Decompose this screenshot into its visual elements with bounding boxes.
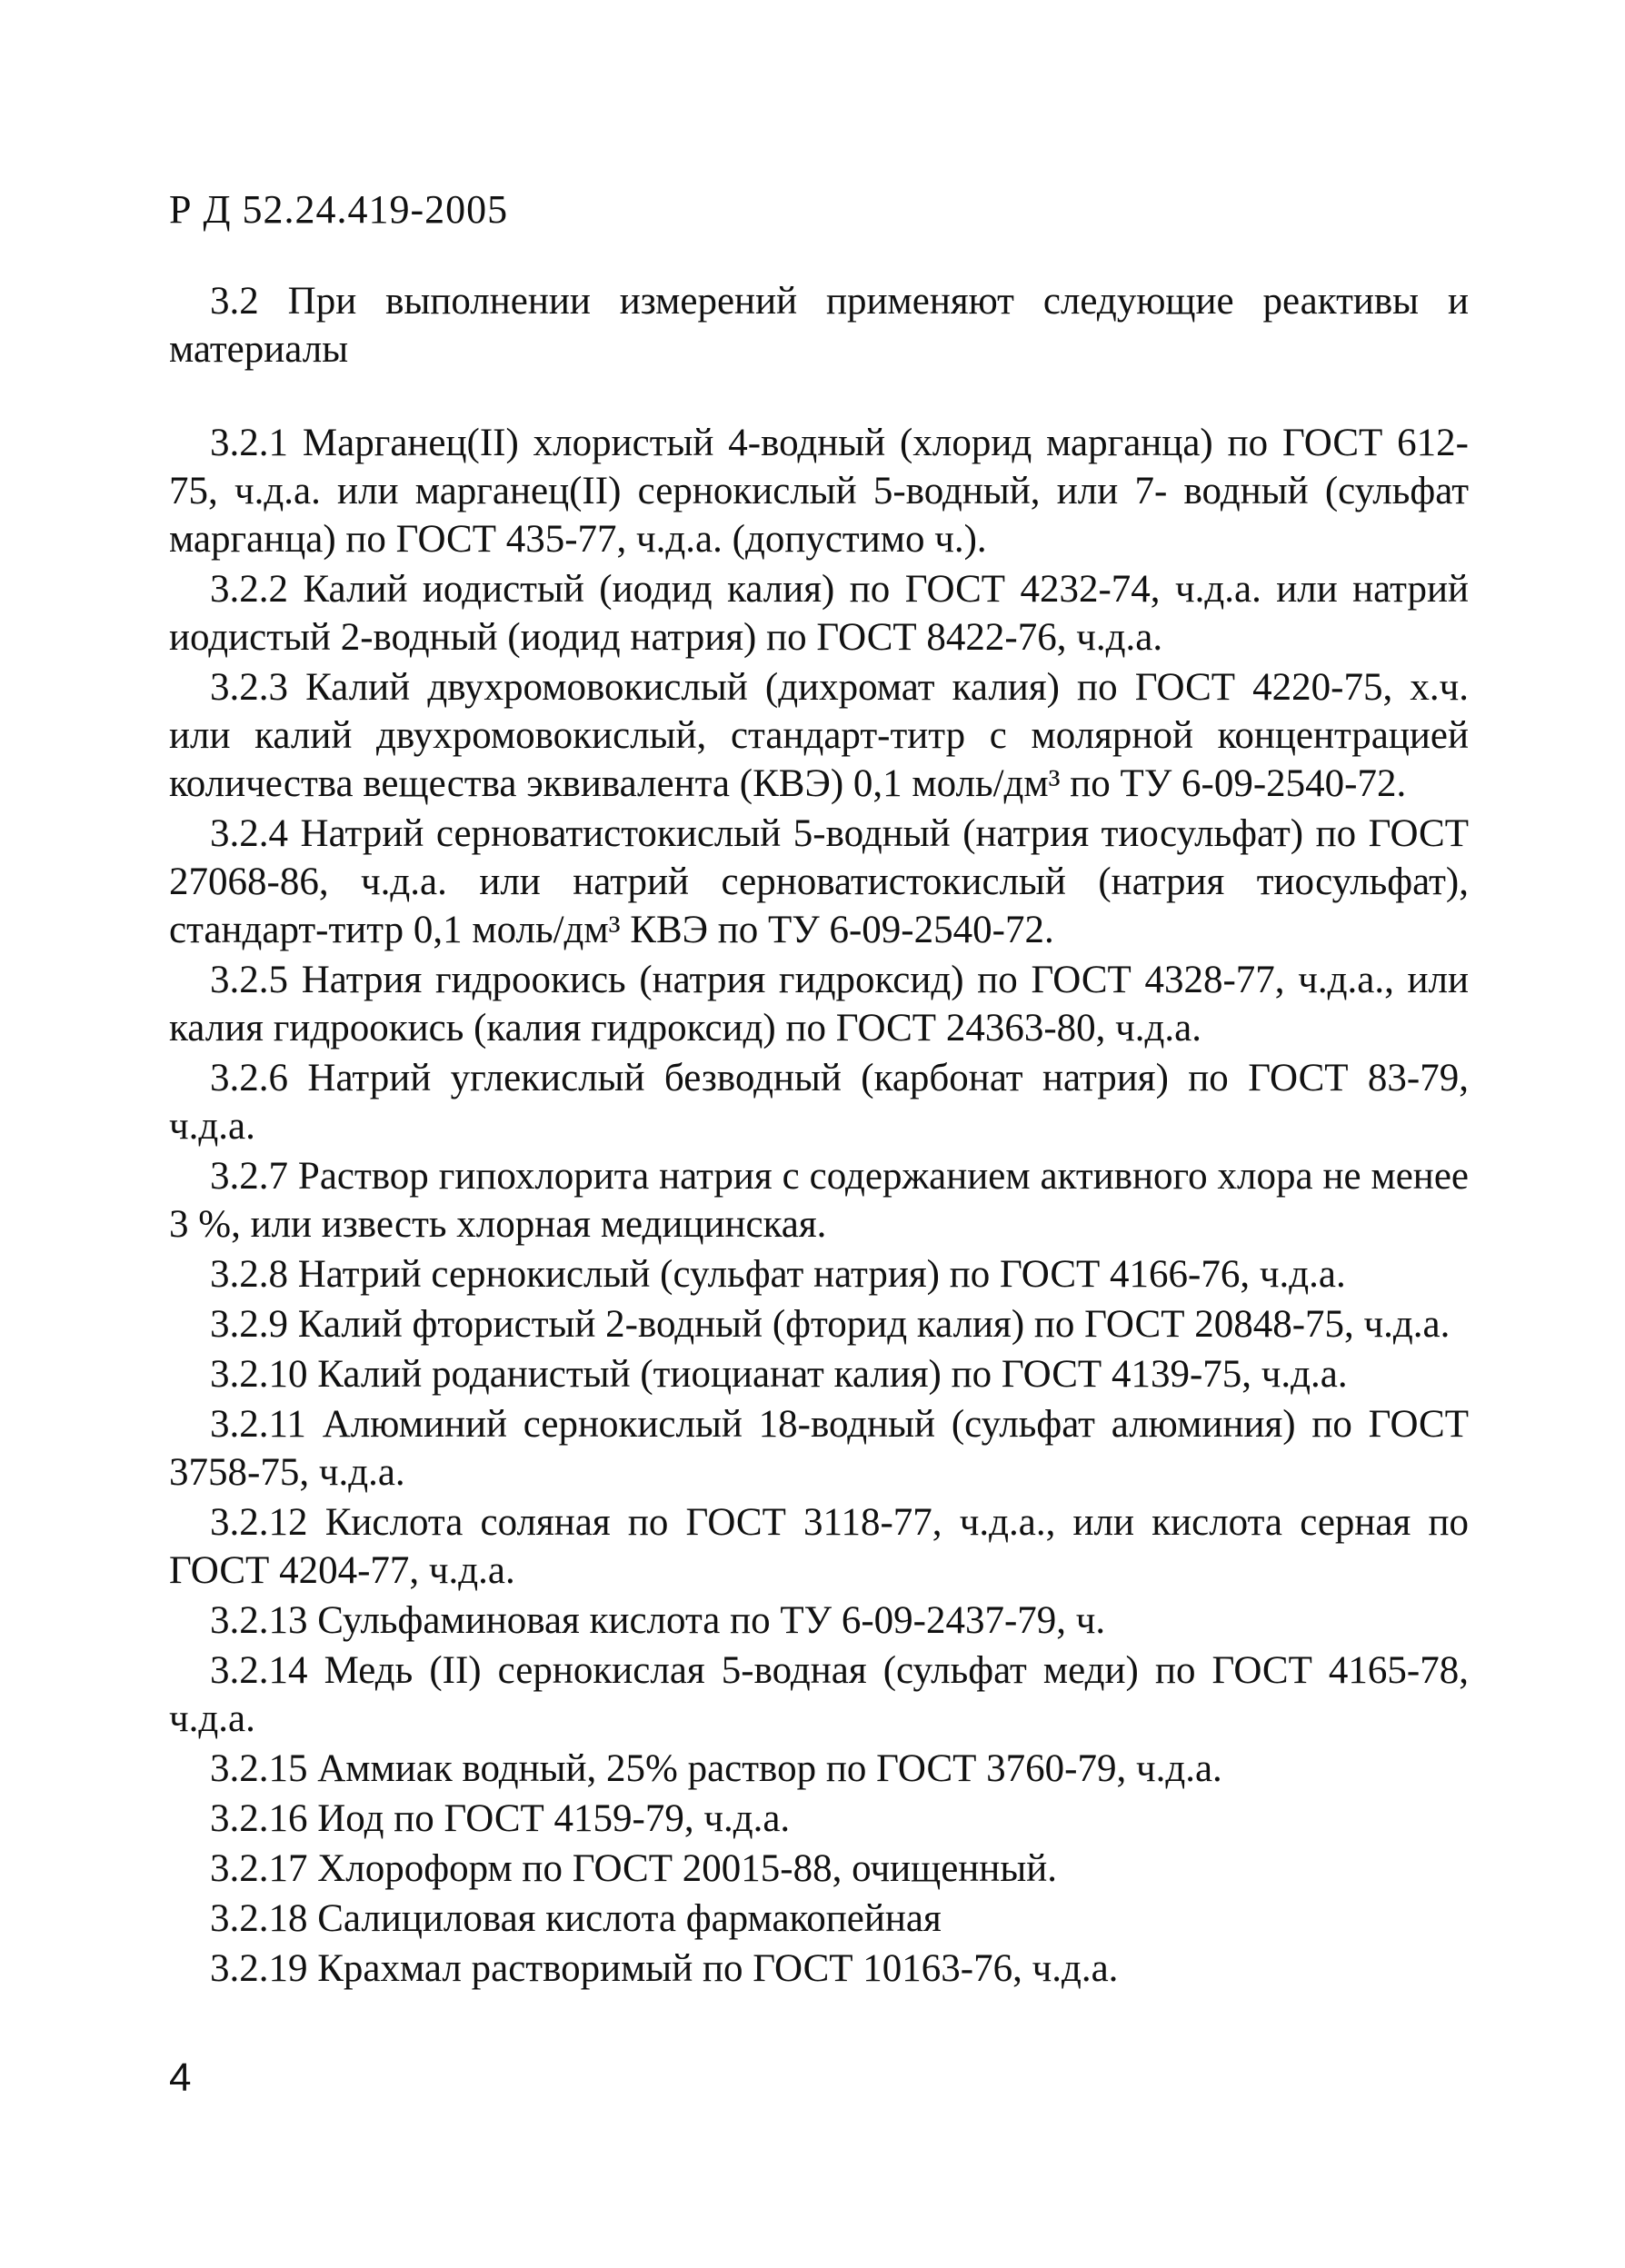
- reagent-item: 3.2.18 Салициловая кислота фармакопейная: [210, 1897, 942, 1940]
- reagent-item: 3.2.13 Сульфаминовая кислота по ТУ 6-09-2437-79, ч.: [210, 1599, 1106, 1642]
- reagent-item: 3.2.5 Натрия гидроокись (натрия гидроксид) по ГОСТ 4328-77, ч.д.а., или калия гидроокись (калия гидроксид) по ГОСТ 24363-80, ч.д.а.: [169, 959, 1469, 1049]
- reagent-item: 3.2.4 Натрий серноватистокислый 5-водный (натрия тиосульфат) по ГОСТ 27068-86, ч.д.а. или натрий серноватистокислый (натрия тиосульфат), стандарт-титр 0,1 моль/дм³ КВЭ по ТУ 6-09-2540-72.: [169, 812, 1469, 951]
- reagent-item: 3.2.12 Кислота соляная по ГОСТ 3118-77, ч.д.а., или кислота серная по ГОСТ 4204-77, ч.д.а.: [169, 1501, 1469, 1592]
- section-intro: 3.2 При выполнении измерений применяют следующие реактивы и материалы: [169, 280, 1469, 371]
- reagent-item: 3.2.1 Марганец(II) хлористый 4-водный (хлорид марганца) по ГОСТ 612-75, ч.д.а. или марганец(II) сернокислый 5-водный, или 7- водный (сульфат марганца) по ГОСТ 435-77, ч.д.а. (допустимо ч.).: [169, 422, 1469, 561]
- page-number: 4: [169, 2055, 192, 2100]
- reagent-list: [169, 419, 1469, 1993]
- reagent-item: 3.2.7 Раствор гипохлорита натрия с содержанием активного хлора не менее 3 %, или известь хлорная медицинская.: [169, 1155, 1469, 1246]
- document-header: Р Д 52.24.419-2005: [169, 187, 509, 232]
- reagent-item: 3.2.8 Натрий сернокислый (сульфат натрия) по ГОСТ 4166-76, ч.д.а.: [210, 1253, 1346, 1296]
- reagent-item: 3.2.16 Иод по ГОСТ 4159-79, ч.д.а.: [210, 1797, 791, 1840]
- reagent-item: 3.2.3 Калий двухромовокислый (дихромат калия) по ГОСТ 4220-75, х.ч. или калий двухромовокислый, стандарт-титр с молярной концентрацией количества вещества эквивалента (КВЭ) 0,1 моль/дм³ по ТУ 6-09-2540-72.: [169, 666, 1469, 805]
- reagent-item: 3.2.15 Аммиак водный, 25% раствор по ГОСТ 3760-79, ч.д.а.: [210, 1747, 1222, 1790]
- reagent-item: 3.2.14 Медь (II) сернокислая 5-водная (сульфат меди) по ГОСТ 4165-78, ч.д.а.: [169, 1649, 1469, 1740]
- reagent-item: 3.2.11 Алюминий сернокислый 18-водный (сульфат алюминия) по ГОСТ 3758-75, ч.д.а.: [169, 1403, 1469, 1494]
- reagent-item: 3.2.10 Калий роданистый (тиоцианат калия) по ГОСТ 4139-75, ч.д.а.: [210, 1353, 1348, 1396]
- reagent-item: 3.2.9 Калий фтористый 2-водный (фторид калия) по ГОСТ 20848-75, ч.д.а.: [210, 1303, 1451, 1346]
- reagent-item: 3.2.19 Крахмал растворимый по ГОСТ 10163-76, ч.д.а.: [210, 1947, 1119, 1990]
- reagent-item: 3.2.6 Натрий углекислый безводный (карбонат натрия) по ГОСТ 83-79, ч.д.а.: [169, 1057, 1469, 1148]
- reagent-item: 3.2.2 Калий иодистый (иодид калия) по ГОСТ 4232-74, ч.д.а. или натрий иодистый 2-водный (иодид натрия) по ГОСТ 8422-76, ч.д.а.: [169, 568, 1469, 659]
- document-body: [169, 277, 1469, 1994]
- reagent-item: 3.2.17 Хлороформ по ГОСТ 20015-88, очищенный.: [210, 1847, 1057, 1890]
